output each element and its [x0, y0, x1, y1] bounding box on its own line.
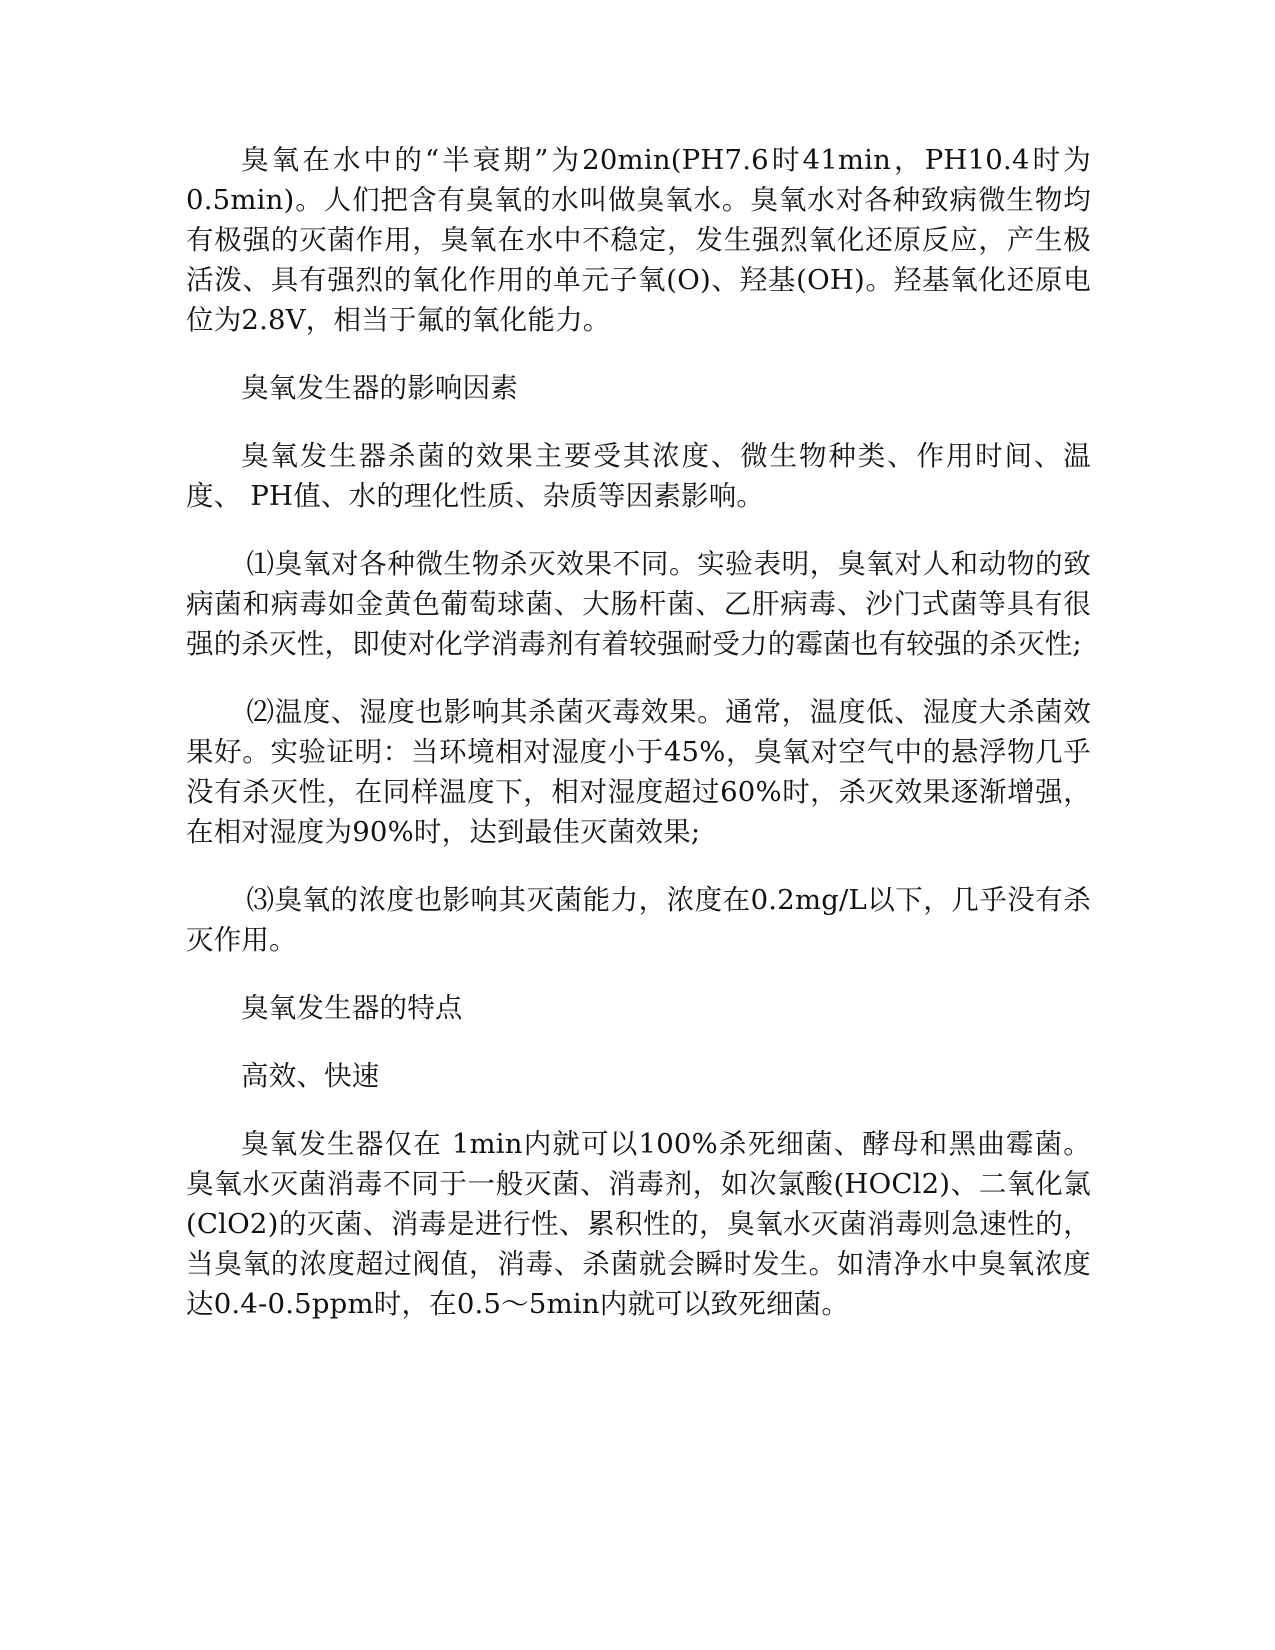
paragraph-factor-2: ⑵温度、湿度也影响其杀菌灭毒效果。通常，温度低、湿度大杀菌效果好。实验证明：当环境相对湿度小于45%，臭氧对空气中的悬浮物几乎没有杀灭性，在同样温度下，相对湿度超过60%时，杀灭效果逐渐增强，在相对湿度为90%时，达到最佳灭菌效果;	[186, 696, 1091, 848]
paragraph-efficiency: 臭氧发生器仅在 1min内就可以100%杀死细菌、酵母和黑曲霉菌。臭氧水灭菌消毒不同于一般灭菌、消毒剂，如次氯酸(HOCl2)、二氧化氯(ClO2)的灭菌、消毒是进行性、累积性的，臭氧水灭菌消毒则急速性的，当臭氧的浓度超过阀值，消毒、杀菌就会瞬时发生。如清净水中臭氧浓度达0.4-0.5ppm时，在0.5～5min内就可以致死细菌。	[186, 1128, 1091, 1320]
section-heading-influence-factors: 臭氧发生器的影响因素	[241, 372, 518, 404]
paragraph-factor-1: ⑴臭氧对各种微生物杀灭效果不同。实验表明，臭氧对人和动物的致病菌和病毒如金黄色葡萄球菌、大肠杆菌、乙肝病毒、沙门式菌等具有很强的杀灭性，即使对化学消毒剂有着较强耐受力的霉菌也有较强的杀灭性;	[186, 548, 1091, 660]
paragraph-influence-summary: 臭氧发生器杀菌的效果主要受其浓度、微生物种类、作用时间、温度、 PH值、水的理化性质、杂质等因素影响。	[186, 440, 1091, 512]
document-page	[186, 140, 1091, 1352]
subheading-efficient-fast: 高效、快速	[241, 1060, 380, 1092]
paragraph-half-life: 臭氧在水中的“半衰期”为20min(PH7.6时41min，PH10.4时为0.5min)。人们把含有臭氧的水叫做臭氧水。臭氧水对各种致病微生物均有极强的灭菌作用，臭氧在水中不稳定，发生强烈氧化还原反应，产生极活泼、具有强烈的氧化作用的单元子氧(O)、羟基(OH)。羟基氧化还原电位为2.8V，相当于氟的氧化能力。	[186, 144, 1091, 336]
section-heading-features: 臭氧发生器的特点	[241, 992, 463, 1024]
paragraph-factor-3: ⑶臭氧的浓度也影响其灭菌能力，浓度在0.2mg/L以下，几乎没有杀灭作用。	[186, 884, 1091, 956]
